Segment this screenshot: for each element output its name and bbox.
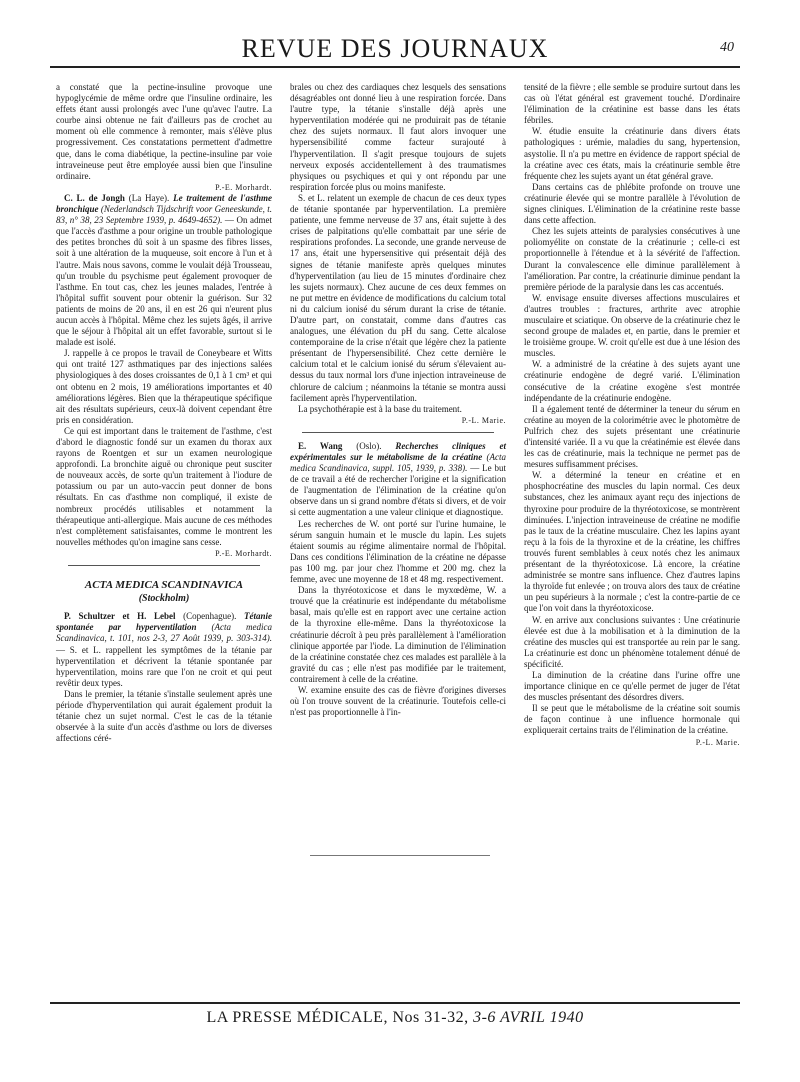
paragraph: Les recherches de W. ont porté sur l'urine humaine, le sérum sanguin humain et le muscle du lapin. Les sujets étaient soumis au régime alimentaire normal de l'hôpital. Dans ces conditions l'élimination de la créatine ne dépasse pas 100 mg. par jour chez l'homme et 200 mg. chez la femme, avec une moyenne de 18 et 48 mg. respectivement. xyxy=(290,518,506,585)
footer-journal: LA PRESSE MÉDICALE, Nos 31-32, xyxy=(206,1009,469,1026)
article-city: (Oslo). xyxy=(356,440,382,451)
paragraph: S. et L. relatent un exemple de chacun de ces deux types de tétanie spontanée par hyperventilation. La première patiente, une femme nerveuse de 37 ans, était sujette à des crises de palpitations qu'elle combattait par une série de respirations profondes. La seconde, une grande nerveuse de 17 ans, était une hypersensitive qui présentait déjà des signes de tétanie manifeste après quelques minutes d'hyperventilation (au lieu de 15 minutes d'ordinaire chez les sujets normaux). Chez aucune de ces deux femmes on ne put mettre en évidence de modifications du calcium total ni du calcium ionisé du sérum durant la crise de tétanie. D'autre part, on constatait, comme dans d'autres cas analogues, une élévation du pH du sang. Cette alcalose contemporaine de la crise n'était que légère chez la patiente présentant de l'hypersensibilité. Chez cette dernière le calcium total et le calcium ionisé du sérum s'élevaient au-dessus du taux normal lors d'une injection intraveineuse de chlorure de calcium ; néanmoins la tétanie se montra aussi facilement après l'hyperventilation. xyxy=(290,192,506,403)
journal-city: (Stockholm) xyxy=(138,593,190,605)
article-title: Tétanie spontanée par hyperventilation xyxy=(56,611,273,633)
footer-date: 3-6 AVRIL 1940 xyxy=(473,1009,584,1026)
paragraph: Ce qui est important dans le traitement de l'asthme, c'est d'abord le diagnostic fondé sur un examen du thorax aux rayons de Roentgen et sur un examen neurologique approfondi. La bronchite aiguë ou chronique peut susciter de nouveaux accès, de sorte qu'un traitement à l'iodure de potassium ou par un auto-vaccin peut donner de bons résultats. En cas d'asthme non compliqué, il existe de nombreux procédés utilisables et notamment la thérapeutique anti-allergique. Mais aucune de ces méthodes n'est complètement satisfaisantes, comme le montrent les nouvelles méthodes qu'on imagine sans cesse. xyxy=(56,425,272,547)
article-paragraph xyxy=(56,611,272,689)
page-header xyxy=(50,28,740,68)
journal-section-title: REVUE DES JOURNAUX xyxy=(241,34,549,63)
paragraph: La diminution de la créatine dans l'urine offre une importance clinique en ce qu'elle permet de juger de l'état des muscles présentant des désordres divers. xyxy=(524,669,740,703)
journal-heading: ACTA MEDICA SCANDINAVICA xyxy=(84,579,244,592)
author-signature: P.-L. Marie. xyxy=(461,415,506,425)
article-author: E. Wang xyxy=(298,440,343,451)
paragraph: Dans le premier, la tétanie s'installe seulement après une période d'hyperventilation qui aurait également produit la tétanie chez un sujet normal. C'est le cas de la tétanie observée à la suite d'un accès d'asthme ou lors de diverses affections céré- xyxy=(56,688,272,744)
paragraph: W. examine ensuite des cas de fièvre d'origines diverses où l'on trouve souvent de la créatinurie. Toutefois celle-ci n'est pas proportionnelle à l'in- xyxy=(290,684,506,718)
article-paragraph xyxy=(56,193,272,348)
column-2 xyxy=(290,82,506,718)
article-divider xyxy=(302,432,494,433)
author-signature: P.-E. Morhardt. xyxy=(215,548,272,558)
article-text: — S. et L. rappellent les symptômes de la tétanie par hyperventilation et décrivent la tétanie spontanée par hyperventilation, moins rare que l'on ne croit et qui peut revêtir deux types. xyxy=(56,644,272,688)
paragraph: W. a déterminé la teneur en créatine et en phosphocréatine des muscles du lapin normal. Ces deux substances, chez les animaux ayant reçu des injections de thyroxine pour produire de la thyréotoxicose, se montrèrent diminuées. L'injection intraveineuse de créatine ne modifie pas le taux de la créatine musculaire. Chez les lapins ayant reçu à la fois de la thyroxine et de la créatine, les chiffres trouvés furent semblables à ceux notés chez les animaux présentant de la thyréotoxicose. Là encore, la créatine administrée se montre sans influence. Chez d'autres lapins la thyroïde fut enlevée ; on trouva alors des taux de créatine un peu supérieurs à la normale ; c'est la contre-partie de ce que l'on voit dans la thyréotoxicose. xyxy=(524,470,740,614)
article-title: Recherches cliniques et expérimentales sur le métabolisme de la créatine xyxy=(290,440,506,462)
paragraph: Chez les sujets atteints de paralysies consécutives à une poliomyélite on constate de la créatinurie ; celle-ci est proportionnelle à l'étendue et à la sévérité de l'affection. Durant la convalescence elle diminue parallèlement à l'amélioration. Par contre, la créatinurie diminue pendant la première période de la paralysie dans les cas accentués. xyxy=(524,226,740,292)
article-text: — On admet que l'accès d'asthme a pour origine un trouble pathologique des petites bronches dû soit à un spasme des fibres lisses, soit à une altération de la muqueuse, soit encore à l'un et à l'autre. Mais nous savons, comme le voulait déjà Trousseau, qu'un trouble du psychisme peut également provoquer de l'asthme. En tout cas, chez les jeunes malades, l'entrée à l'hôpital suffit souvent pour obtenir la guérison. Sur 32 patients de moins de 20 ans, il en est 26 qui n'eurent plus aucun accès à l'hôpital. Même chez les sujets âgés, il arrive que le séjour à l'hôpital ait un effet favorable, surtout si le malade est isolé. xyxy=(56,215,273,348)
article-citation: (Acta medica Scandinavica, t. 101, nos 2-3, 27 Août 1939, p. 303-314). xyxy=(56,622,272,644)
paragraph: brales ou chez des cardiaques chez lesquels des sensations désagréables ont donné lieu à une respiration forcée. Dans l'autre type, la tétanie s'installe déjà après une hyperventilation modérée qui ne produirait pas de tétanie chez des sujets normaux. Il faut alors invoquer une hypersensibilité comme facteur surajouté à l'hyperventilation. Il s'agit presque toujours de sujets nerveux exposés accidentellement à des traumatismes physiques ou psychiques et qui y ont répondu par une respiration forcée plus ou moins manifeste. xyxy=(290,82,506,192)
article-title: Le traitement de l'asthme bronchique xyxy=(56,192,273,215)
article-paragraph xyxy=(290,441,506,519)
paragraph: W. en arrive aux conclusions suivantes : Une créatinurie élevée est due à la mobilisation et à la diminution de la créatine des muscles qui est transportée au rein par le sang. La créatinurie est donc un phénomène totalement dénué de spécificité. xyxy=(524,614,740,669)
end-divider xyxy=(310,855,490,856)
paragraph: W. a administré de la créatine à des sujets ayant une créatinurie endogène de degré varié. L'élimination consécutive de la créatine exogène s'est montrée indépendante de la créatinurie endogène. xyxy=(524,359,740,403)
author-signature: P.-E. Morhardt. xyxy=(215,182,272,192)
paragraph: W. envisage ensuite diverses affections musculaires et d'autres troubles : fractures, arthrite avec atrophie musculaire et sciatique. On observe de la créatinurie chez le second groupe de malades et, en partie, dans le premier et le troisième groupe. W. croit qu'elle est due à une lésion des muscles. xyxy=(524,292,740,359)
paragraph: La psychothérapie est à la base du traitement. xyxy=(298,403,462,414)
article-citation: (Nederlandsch Tijdschrift voor Geneeskunde, t. 83, n° 38, 23 Septembre 1939, p. 4649-4652). xyxy=(56,204,272,226)
paragraph: Dans certains cas de phlébite profonde on trouve une créatinurie élevée qui se montre parallèle à l'évolution de signes cliniques. L'élimination de la créatinine reste basse dans cette affection. xyxy=(524,181,740,226)
article-author: C. L. de Jongh xyxy=(64,192,125,203)
paragraph: Dans la thyréotoxicose et dans le myxœdème, W. a trouvé que la créatinurie est indépendante du métabolisme basal, mais qu'elle est en rapport avec une certaine action de la thyroxine elle-même. Dans la thyréotoxicose la créatinurie décroît à peu près parallèlement à l'amélioration clinique apportée par l'iode. La diminution de l'élimination de la créatinine constatée chez ces malades est parallèle à la gravité du cas ; elle n'est pas modifiée par le traitement, contrairement à celle de la créatine. xyxy=(290,585,506,684)
paragraph: tensité de la fièvre ; elle semble se produire surtout dans les cas où l'état général est gravement touché. D'ordinaire l'élimination de la créatinine est basse dans les états fébriles. xyxy=(524,82,740,126)
column-3 xyxy=(524,82,740,748)
paragraph: a constaté que la pectine-insuline provoque une hypoglycémie de même ordre que l'insuline ordinaire, les effets étant aussi prolongés avec l'une qu'avec l'autre. La courbe ainsi obtenue ne fait d'ailleurs pas de crochet au moment où elle commence à remonter, mais s'élève plus progressivement. Ces constatations permettent d'admettre que, dans le coma diabétique, la pectine-insuline par voie intraveineuse peut être employée aussi bien que l'insuline ordinaire. xyxy=(56,82,272,181)
section-divider xyxy=(68,565,260,566)
page-footer xyxy=(50,1002,740,1027)
article-author: P. Schultzer et H. Lebel xyxy=(64,611,176,622)
paragraph: W. étudie ensuite la créatinurie dans divers états pathologiques : urémie, maladies du sang, hypertension, asystolie. Il n'a pu mettre en évidence de rapport spécial de la créatine avec ces états, mais la créatinurie semble être fréquente chez les sujets ayant un état général grave. xyxy=(524,126,740,181)
paragraph: Il a également tenté de déterminer la teneur du sérum en créatine au moyen de la colorimétrie avec le photomètre de Pulfrich chez des sujets présentant une créatinurie d'intensité variée. Il a vu que la créatinémie est élevée dans les cas de créatinurie, mais la technique ne permet pas de mesures suffisamment précises. xyxy=(524,403,740,470)
column-1 xyxy=(56,82,272,744)
article-city: (La Haye). xyxy=(128,192,170,203)
page-number: 40 xyxy=(720,40,734,55)
author-signature: P.-L. Marie. xyxy=(695,737,740,747)
text-columns xyxy=(56,82,740,782)
article-text: — Le but de ce travail a été de rechercher l'origine et la signification de l'augmentation de l'élimination de la créatine qu'on observe dans un si grand nombre d'états si divers, et de voir si cette augmentation a une valeur clinique et diagnostique. xyxy=(290,463,506,518)
article-city: (Copenhague). xyxy=(183,611,237,622)
paragraph: Il se peut que le métabolisme de la créatine soit soumis de façon continue à une influence hormonale qui expliquerait certains traits de l'élimination de la créatine. xyxy=(524,703,740,736)
paragraph: J. rappelle à ce propos le travail de Coneybeare et Witts qui ont traité 127 asthmatiques par des injections salées physiologiques à des doses croissantes de 0,1 à 1 cm³ et qui ont obtenu en 2 mois, 19 améliorations importantes et 40 améliorations légères. Bien que la thérapeutique spécifique ait des résultats supérieurs, ceux-là doivent cependant être pris en considération. xyxy=(56,348,272,425)
article-citation: (Acta medica Scandinavica, suppl. 105, 1939, p. 338). xyxy=(290,452,507,474)
